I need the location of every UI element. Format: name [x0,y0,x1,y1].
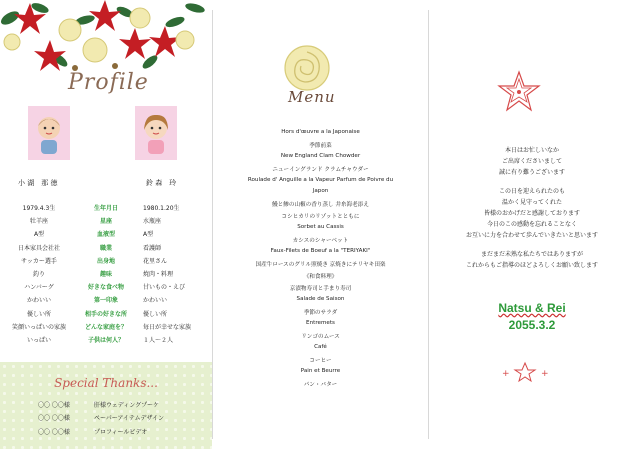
groom-value: いっぱい [26,337,51,345]
menu-item: ニューイングランド クラムチャウダー [272,167,369,173]
couple-names [429,301,635,315]
message-line: この日を迎えられたのも [498,188,565,195]
menu-item: コシヒカリのリゾットとともに [281,214,360,220]
bride-value: 甘いもの・えび [143,284,186,292]
groom-value: かわいい [26,297,51,305]
menu-item: カシスのシャーベット [292,238,349,244]
message-line: 皆様のおかげだと感謝しております [483,210,580,217]
menu-title: Menu [288,88,336,106]
groom-value: 笑顔いっぱいの家族 [11,323,66,331]
special-thanks-title: Special Thanks... [54,376,158,390]
menu-item: リンゴのムース [301,334,340,340]
menu-item: 《和食料理》 [303,274,338,280]
groom-value: 牡羊座 [29,218,48,226]
menu-item: Hors d'œuvre a la Japonaise [281,129,360,135]
menu-item: Pain et Beurre [300,368,341,374]
category-label: どんな家庭を？ [84,323,127,331]
bride-name: 鈴 森 玲 [146,179,177,187]
bride-values [143,202,211,347]
bride-value: 1980.1.20生 [143,205,180,212]
rose-illustration [283,44,331,92]
message-line: これからもご指導のほどよろしくお願い致します [465,262,598,269]
bride-value: 優しい所 [143,310,168,318]
bride-value: 水瓶座 [143,218,162,226]
category-label: 相手の好きな所 [84,310,127,318]
thanks-row [38,413,164,422]
menu-item: Roulade d' Anguille a la Vapeur Parfum de Poivre du [247,177,394,183]
groom-value: 1979.4.3生 [22,205,56,212]
category-label: 第一印象 [93,297,118,305]
menu-item: 京漬物寿司と手まり寿司 [289,286,352,292]
menu-item: 国産牛ロースのグリル照焼き 京焼きにテリヤキ田楽 [255,262,386,268]
category-label: 職業 [99,244,112,252]
message-line: ご出席くださいまして [501,158,562,165]
bride-value: １人～２人 [143,337,174,345]
bride-value: 焼肉・料理 [143,271,174,279]
message-line: 誠に有り難うございます [498,169,565,176]
menu-item: Japon [312,188,329,194]
groom-value: サッカー選手 [21,257,57,265]
profile-categories [73,202,139,347]
thanks-name: 〇〇 〇〇様 [38,415,70,422]
category-label: 子供は何人？ [87,337,124,345]
menu-item: 鰻と鯵の山椒の香り蒸し 井糸海老添え [272,202,369,208]
small-star-ornament-icon [500,361,550,383]
bride-value: 看護師 [143,244,162,252]
menu-item: Café [314,344,327,350]
menu-item: 季節前菜 [309,143,332,149]
message-line: 温かく見守ってくれた [501,199,562,206]
profile-panel [0,0,212,449]
bride-value: 毎日が幸せな家族 [143,323,192,331]
category-label: 星座 [99,218,112,226]
groom-name: 小 湖 那 徳 [18,179,58,187]
menu-item: New England Clam Chowder [280,153,361,159]
thanks-role: ペーパーアイテムデザイン [94,415,165,422]
groom-value: 釣り [32,271,45,279]
category-label: 趣味 [99,271,112,279]
menu-item: Sorbet au Cassis [297,224,344,230]
thanks-name: 〇〇 〇〇様 [38,429,70,436]
message-line: 本日はお忙しいなか [504,147,559,154]
bride-avatar [135,106,177,160]
message-line: お互いに力を合わせて歩んでいきたいと思います [465,232,598,239]
thanks-row [38,427,147,436]
bride-value: かわいい [143,297,168,305]
menu-item: Entremets [306,320,335,326]
menu-item: コーヒー [309,358,332,364]
svg-text:+: + [502,369,510,379]
category-label: 血液型 [96,231,115,239]
menu-item: パン・バター [303,382,338,388]
groom-value: A型 [33,231,45,239]
category-label: 生年月日 [93,205,118,212]
wedding-date: 2055.3.2 [508,318,556,332]
menu-item: Faux-Filets de Boeuf a la "TERIYAKI" [270,248,371,254]
message-line: まだまだ未熟な私たちではありますが [481,251,583,258]
menu-item: Salade de Saison [296,296,345,302]
profile-title: Profile [68,70,149,95]
message-line: 今日のこの感動を忘れることなく [486,221,577,228]
groom-values [5,202,73,347]
thanks-role: 肝様ウェディングプーケ [94,402,159,409]
star-ornament-icon [496,70,542,114]
category-label: 好きな食べ物 [87,284,124,292]
groom-value: 優しい所 [26,310,51,318]
groom-value: 日本家具会社社 [17,244,60,252]
svg-text:+: + [541,369,549,379]
bride-value: A型 [143,231,154,239]
groom-value: ハンバーグ [24,284,54,292]
groom-avatar [28,106,70,160]
bride-value: 花里さん [143,257,168,265]
thanks-row [38,400,159,409]
thanks-role: プロフィールビデオ [94,429,148,436]
couple-names-text: Natsu & Rei [498,301,566,315]
category-label: 出身地 [96,257,115,265]
thanks-name: 〇〇 〇〇様 [38,402,70,409]
menu-item: 季節のサラダ [303,310,338,316]
